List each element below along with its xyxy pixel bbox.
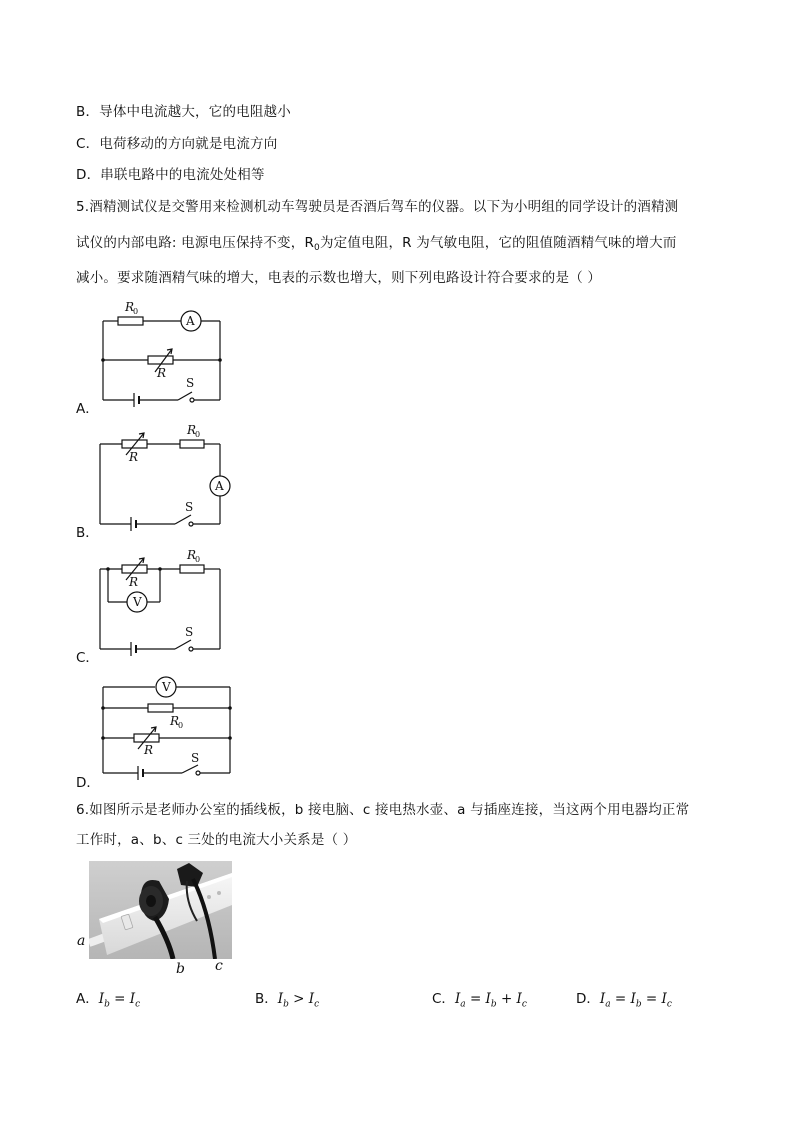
ammeter-label: A (186, 314, 195, 328)
power-strip-photo (89, 861, 232, 959)
q4-option-b: B．导体中电流越大，它的电阻越小 (76, 104, 291, 120)
q6-stem-line2: 工作时，a、b、c 三处的电流大小关系是（ ） (76, 832, 357, 848)
q6-option-d: D．$I_a = I_b = I_c$ (576, 991, 672, 1010)
svg-text:0: 0 (133, 307, 139, 316)
q6-stem-line1: 6.如图所示是老师办公室的插线板，b 接电脑、c 接电热水壶、a 与插座连接，当这两个用电器均正常 (76, 802, 690, 818)
q4-option-c: C．电荷移动的方向就是电流方向 (76, 136, 278, 152)
r-label: R (157, 366, 167, 380)
q6-option-c: C．$I_a = I_b + I_c$ (432, 991, 527, 1010)
circuit-diagram-d (100, 675, 235, 784)
svg-text:R: R (129, 575, 139, 589)
photo-label-b: b (176, 961, 185, 977)
r0-label: R (125, 300, 135, 314)
svg-text:0: 0 (195, 430, 201, 439)
svg-text:R: R (144, 743, 154, 757)
q6-option-b: B．$I_b > I_c$ (255, 991, 320, 1010)
svg-text:R: R (129, 450, 139, 464)
svg-text:S: S (191, 751, 200, 765)
circuit-diagram-a (100, 300, 230, 412)
circuit-diagram-b (100, 420, 235, 534)
svg-text:S: S (185, 500, 194, 514)
q6-option-a: A．$I_b = I_c$ (76, 991, 141, 1010)
svg-text:V: V (162, 680, 171, 694)
svg-text:R: R (187, 548, 197, 562)
q5-option-c-label: C． (76, 650, 99, 666)
svg-text:R: R (187, 423, 197, 437)
q5-stem-line2: 试仪的内部电路: 电源电压保持不变，$R_0$为定值电阻，R 为气敏电阻，它的阻值随酒精气味的增大而 (76, 235, 677, 253)
switch-label: S (186, 376, 195, 390)
q5-option-d-label: D． (76, 775, 100, 791)
svg-text:0: 0 (195, 555, 201, 564)
q5-option-b-label: B． (76, 525, 99, 541)
q4-option-d: D．串联电路中的电流处处相等 (76, 167, 265, 183)
photo-label-c: c (215, 958, 223, 974)
svg-text:R: R (170, 714, 180, 728)
q5-stem-line3: 减小。要求随酒精气味的增大，电表的示数也增大，则下列电路设计符合要求的是（ ） (76, 270, 602, 286)
svg-text:A: A (215, 479, 224, 493)
svg-text:0: 0 (178, 721, 184, 730)
q5-stem-line1: 5.酒精测试仪是交警用来检测机动车驾驶员是否酒后驾车的仪器。以下为小明组的同学设计的酒精测 (76, 199, 679, 215)
circuit-diagram-c (100, 545, 235, 659)
photo-label-a: a (77, 933, 86, 949)
voltmeter-label: V (133, 595, 142, 609)
svg-text:S: S (185, 625, 194, 639)
q5-option-a-label: A． (76, 401, 99, 417)
